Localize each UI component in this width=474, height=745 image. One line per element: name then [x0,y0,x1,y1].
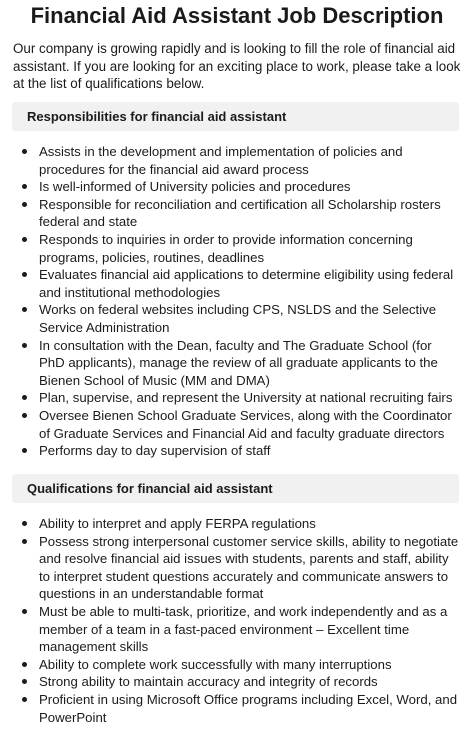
list-item: In consultation with the Dean, faculty and The Graduate School (for PhD applicants), manage the review of all graduate applicants to the Bienen School of Music (MM and DMA) [20,337,460,390]
list-item: Assists in the development and implementation of policies and procedures for the financial aid award process [20,143,460,178]
list-item: Ability to interpret and apply FERPA regulations [20,515,460,533]
qualifications-heading: Qualifications for financial aid assistant [27,481,273,496]
responsibilities-header [12,102,459,131]
list-item: Proficient in using Microsoft Office programs including Excel, Word, and PowerPoint [20,691,460,726]
list-item: Performs day to day supervision of staff [20,442,460,460]
list-item: Plan, supervise, and represent the University at national recruiting fairs [20,389,460,407]
list-item: Evaluates financial aid applications to determine eligibility using federal and institutional methodologies [20,266,460,301]
list-item: Is well-informed of University policies and procedures [20,178,460,196]
list-item: Oversee Bienen School Graduate Services, along with the Coordinator of Graduate Services and Financial Aid and faculty graduate directors [20,407,460,442]
list-item: Ability to complete work successfully with many interruptions [20,656,460,674]
qualifications-header [12,474,459,503]
list-item: Responsible for reconciliation and certification all Scholarship rosters federal and state [20,196,460,231]
list-item: Possess strong interpersonal customer service skills, ability to negotiate and resolve financial aid issues with students, parents and staff, ability to interpret student questions accurately and communicate answers to questions in an understandable format [20,533,460,603]
page-title: Financial Aid Assistant Job Description [30,3,444,28]
responsibilities-heading: Responsibilities for financial aid assistant [27,109,287,124]
list-item: Must be able to multi-task, prioritize, and work independently and as a member of a team in a fast-paced environment – Excellent time management skills [20,603,460,656]
responsibilities-list [20,143,460,460]
list-item: Strong ability to maintain accuracy and integrity of records [20,673,460,691]
intro-paragraph: Our company is growing rapidly and is looking to fill the role of financial aid assistant. If you are looking for an exciting place to work, please take a look at the list of qualifications below. [13,41,461,92]
list-item: Responds to inquiries in order to provide information concerning programs, policies, routines, deadlines [20,231,460,266]
qualifications-list [20,515,460,726]
list-item: Works on federal websites including CPS, NSLDS and the Selective Service Administration [20,301,460,336]
